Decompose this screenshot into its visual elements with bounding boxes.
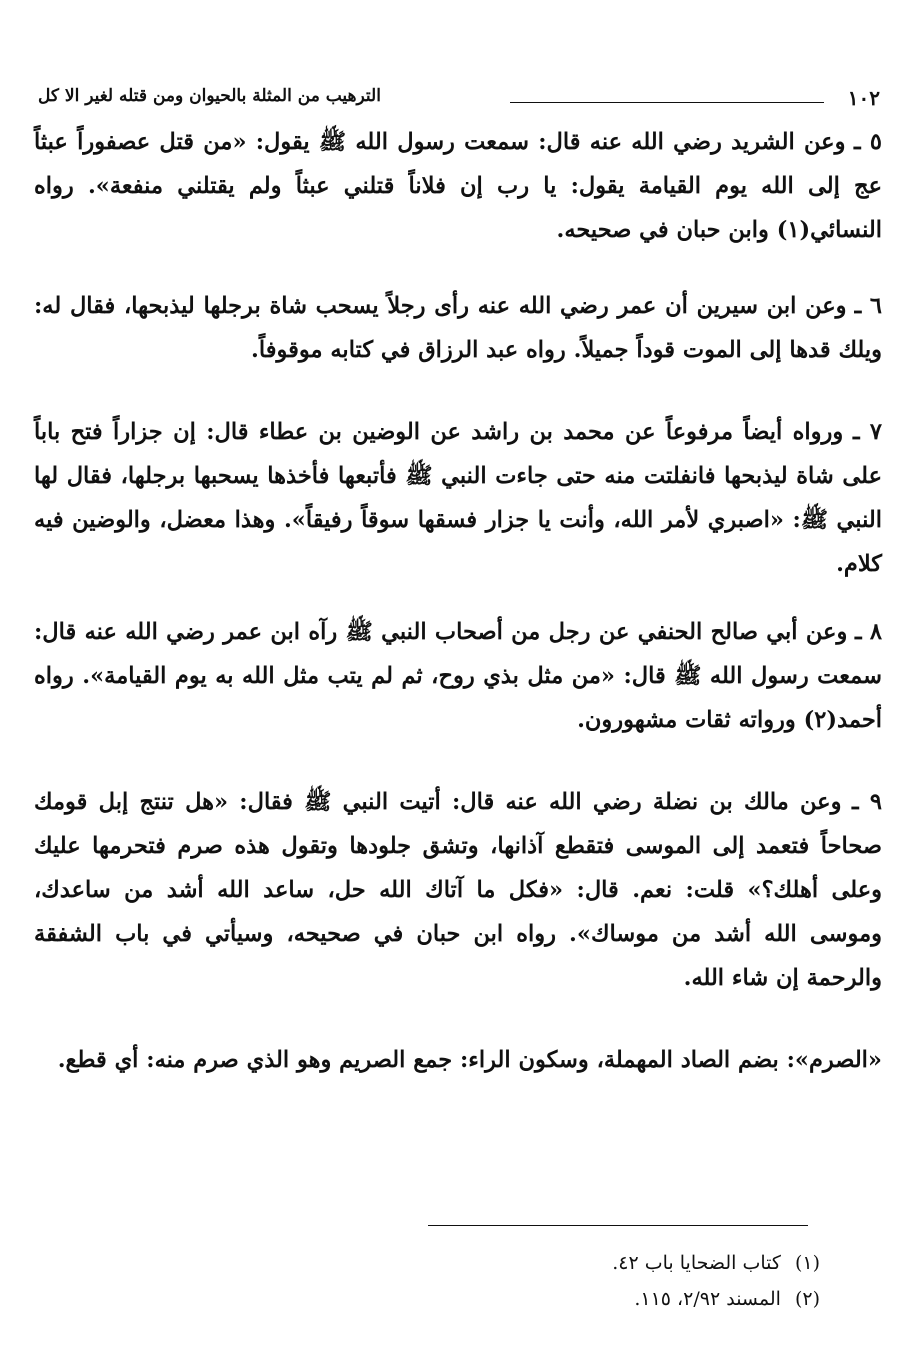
- hadith-number: ٥ ـ: [854, 129, 882, 155]
- hadith-number: ٧ ـ: [852, 419, 882, 445]
- footnotes: [300, 1245, 820, 1317]
- page-header: [38, 84, 880, 114]
- hadith-number: ٦ ـ: [854, 293, 882, 319]
- hadith-text: وعن ابن سيرين أن عمر رضي الله عنه رأى رجلاً يسحب شاة برجلها ليذبحها، فقال له: ويلك قدها إلى الموت قوداً جميلاً. رواه عبد الرزاق في كتابه موقوفاً.: [34, 293, 882, 363]
- footnote-number: (٢): [794, 1288, 820, 1310]
- hadith-paragraph: [34, 120, 882, 252]
- footnote-text: المسند ٢/٩٢، ١١٥.: [634, 1288, 781, 1310]
- paragraph-6: [34, 284, 882, 372]
- page-number: ١٠٢: [847, 86, 880, 110]
- hadith-text: وعن الشريد رضي الله عنه قال: سمعت رسول الله ﷺ يقول: «من قتل عصفوراً عبثاً عج إلى الله يوم القيامة يقول: يا رب إن فلاناً قتلني عبثاً ولم يقتلني منفعة». رواه النسائي(١) وابن حبان في صحيحه.: [34, 129, 882, 243]
- paragraph-8: [34, 610, 882, 742]
- hadith-paragraph: [34, 410, 882, 586]
- glossary-note: [34, 1038, 882, 1082]
- hadith-paragraph: [34, 780, 882, 1000]
- header-rule: [510, 102, 824, 103]
- footnote-number: (١): [794, 1252, 820, 1274]
- glossary-paragraph: [34, 1038, 882, 1082]
- paragraph-5: [34, 120, 882, 252]
- running-title: الترهيب من المثلة بالحيوان ومن قتله لغير الا كل: [38, 86, 381, 106]
- glossary-text: «الصرم»: بضم الصاد المهملة، وسكون الراء: جمع الصريم وهو الذي صرم منه: أي قطع.: [57, 1047, 882, 1073]
- paragraph-9: [34, 780, 882, 1000]
- hadith-number: ٩ ـ: [852, 789, 882, 815]
- hadith-text: وعن أبي صالح الحنفي عن رجل من أصحاب النبي ﷺ رآه ابن عمر رضي الله عنه قال: سمعت رسول الله ﷺ قال: «من مثل بذي روح، ثم لم يتب مثل الله به يوم القيامة». رواه أحمد(٢) ورواته ثقات مشهورون.: [34, 619, 882, 733]
- hadith-paragraph: [34, 610, 882, 742]
- paragraph-7: [34, 410, 882, 586]
- footnote-2: [300, 1281, 820, 1317]
- footnote-1: [300, 1245, 820, 1281]
- hadith-text: ورواه أيضاً مرفوعاً عن محمد بن راشد عن الوضين بن عطاء قال: إن جزاراً فتح باباً على شاة ليذبحها فانفلتت منه حتى جاءت النبي ﷺ فأتبعها فأخذها يسحبها برجلها، فقال لها النبي ﷺ: «اصبري لأمر الله، وأنت يا جزار فسقها سوقاً رفيقاً». وهذا معضل، والوضين فيه كلام.: [34, 419, 882, 577]
- hadith-paragraph: [34, 284, 882, 372]
- footnote-text: كتاب الضحايا باب ٤٢.: [612, 1252, 781, 1274]
- footnote-rule: [428, 1225, 808, 1226]
- hadith-number: ٨ ـ: [854, 619, 882, 645]
- hadith-text: وعن مالك بن نضلة رضي الله عنه قال: أتيت النبي ﷺ فقال: «هل تنتج إبل قومك صحاحاً فتعمد إلى الموسى فتقطع آذانها، وتشق جلودها وتقول هذه صرم فتحرمها عليك وعلى أهلك؟» قلت: نعم. قال: «فكل ما آتاك الله حل، ساعد الله أشد من ساعدك، وموسى الله أشد من موساك». رواه ابن حبان في صحيحه، وسيأتي في باب الشفقة والرحمة إن شاء الله.: [34, 789, 882, 991]
